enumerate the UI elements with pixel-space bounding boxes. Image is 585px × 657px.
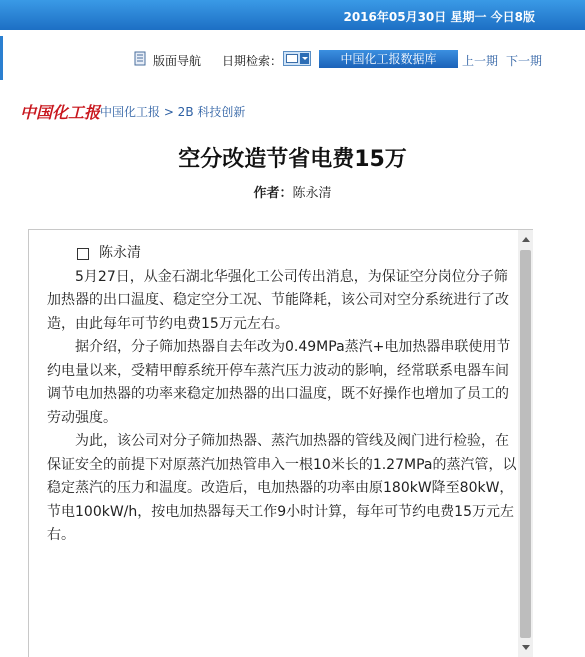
newspaper-logo[interactable]: 中国化工报 — [20, 103, 101, 122]
breadcrumb — [0, 100, 585, 122]
top-header-bar — [0, 0, 585, 30]
next-issue-link[interactable]: 下一期 — [506, 54, 543, 68]
prev-issue-link[interactable]: 上一期 — [462, 54, 499, 68]
document-icon — [134, 51, 148, 67]
byline-name: 陈永清 — [99, 245, 141, 261]
calendar-icon — [286, 54, 298, 63]
date-picker[interactable] — [283, 51, 311, 66]
article-body — [47, 242, 517, 548]
date-search-label: 日期检索： — [222, 54, 283, 68]
scroll-thumb[interactable] — [520, 250, 531, 638]
square-icon — [77, 248, 89, 260]
nav-toolbar — [0, 50, 585, 70]
layout-nav-link[interactable]: 版面导航 — [153, 54, 202, 68]
chevron-down-icon[interactable] — [300, 53, 309, 64]
issue-date: 2016年05月30日 星期一 今日8版 — [343, 10, 535, 24]
scroll-up-arrow-icon[interactable] — [518, 232, 533, 247]
database-button[interactable]: 中国化工报数据库 — [319, 50, 458, 68]
article-paragraph: 5月27日，从金石湖北华强化工公司传出消息，为保证空分岗位分子筛加热器的出口温度、稳定空分工况、节能降耗，该公司对空分系统进行了改造，由此每年可节约电费15万元左右。 — [47, 268, 509, 332]
author-label: 作者： — [253, 186, 293, 201]
article-content-pane — [28, 229, 533, 657]
scroll-down-arrow-icon[interactable] — [518, 640, 533, 655]
author-name: 陈永清 — [292, 186, 332, 201]
author-line — [0, 182, 585, 201]
vertical-scrollbar[interactable] — [518, 230, 533, 657]
article-paragraph: 为此，该公司对分子筛加热器、蒸汽加热器的管线及阀门进行检验，在保证安全的前提下对原蒸汽加热管串入一根10米长的1.27MPa的蒸汽管，以稳定蒸汽的压力和温度。改造后，电加热器的功率由原180kW降至80kW，节电100kW/h，按电加热器每天工作9小时计算，每年可节约电费15万元左右。 — [47, 433, 517, 543]
article-paragraph: 据介绍，分子筛加热器自去年改为0.49MPa蒸汽+电加热器串联使用节约电量以来，受精甲醇系统开停车蒸汽压力波动的影响，经常联系电器车间调节电加热器的功率来稳定加热器的出口温度，既不好操作也增加了员工的劳动强度。 — [47, 339, 511, 426]
byline — [77, 242, 517, 266]
breadcrumb-path[interactable]: 中国化工报 > 2B 科技创新 — [100, 105, 246, 119]
article-title: 空分改造节省电费15万 — [178, 147, 407, 172]
